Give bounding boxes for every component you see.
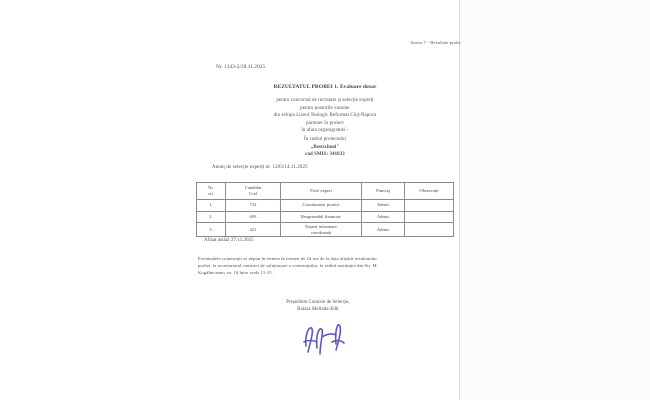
subtitle-line-4: partener în proiect: [306, 120, 344, 126]
table-row: [197, 211, 454, 223]
column-header-punctaj: Punctaj: [362, 183, 405, 200]
posted-date-line: Afișat astăzi 27.11.2025: [204, 238, 254, 243]
cell-punctaj: Admis: [362, 200, 405, 212]
cell-observatii: [405, 223, 454, 237]
table-header: [197, 183, 454, 200]
column-header-candidat-line1: Candidat: [244, 185, 262, 191]
subtitle-line-3: din echipa Liceul Teologic Reformat Cluj-Napoca: [273, 113, 377, 118]
project-intro: În cadrul proiectului: [303, 137, 347, 142]
results-table: [196, 182, 454, 237]
subtitle-line-5: în afara organigramei -: [301, 128, 349, 133]
project-smis-code: cod SMIS: 341833: [305, 152, 345, 157]
project-name: „Bestschool": [310, 144, 340, 150]
subtitle-line-2: pentru posturile vacante: [300, 105, 350, 111]
cell-candidate-code: 421: [226, 223, 281, 237]
contestation-line-2: probei, la secretariatul comisiei de soluționare a contestațiilor, la sediul instituției din Str. M.: [198, 263, 378, 268]
cell-punctaj: Admis: [362, 223, 405, 237]
contestation-line-1: Eventualele contestații se depun în termen în termen de 24 ore de la data afișării rezultatului: [198, 256, 377, 261]
cell-observatii: [405, 200, 454, 212]
subtitle-line-1: pentru concursul de recrutare și selecție experți: [276, 98, 374, 103]
column-header-nr-line1: Nr.: [208, 185, 214, 191]
cell-post: Responsabil financiar: [281, 211, 362, 223]
column-header-nr: [197, 183, 226, 200]
cell-candidate-code: 693: [226, 211, 281, 223]
cell-observatii: [405, 211, 454, 223]
cell-nr: 2.: [197, 211, 226, 223]
column-header-candidate-code: [226, 183, 281, 200]
annex-note: Anexa 7 - Rezultate probe: [410, 40, 461, 45]
cell-post: Coordonator proiect: [281, 200, 362, 212]
cell-punctaj: Admis: [362, 211, 405, 223]
column-header-observatii: Observații: [405, 183, 454, 200]
table-header-row: [197, 183, 454, 200]
handwritten-signature: [296, 316, 350, 360]
selection-announcement: Anunț de selecție experți nr. 1293/14.11.2025: [212, 165, 308, 170]
column-header-post: Post/ expert: [281, 183, 362, 200]
column-header-nr-line2: crt.: [208, 191, 214, 196]
table-body: [197, 200, 454, 237]
table-row: [197, 200, 454, 212]
signature-name: Balázs Melinda-Edit: [297, 307, 339, 312]
page-title: REZULTATUL PROBEI 1. Evaluare dosar: [273, 84, 377, 90]
cell-post-line2: coordonată: [310, 229, 332, 235]
contestation-line-3: Kogălniceanu, nr. 16 între orele 11-15.: [198, 270, 273, 275]
cell-nr: 3.: [197, 223, 226, 237]
cell-post-line1: Expert informare: [305, 224, 337, 229]
cell-post: [281, 223, 362, 237]
signature-role: Președinte Comisie de Selecție,: [286, 300, 350, 305]
column-header-candidat-line2: Cod: [249, 191, 257, 196]
cell-candidate-code: 732: [226, 200, 281, 212]
table-row: [197, 223, 454, 237]
document-reference-number: Nr. 1343-2/28.11.2025: [216, 64, 266, 70]
cell-nr: 1.: [197, 200, 226, 212]
